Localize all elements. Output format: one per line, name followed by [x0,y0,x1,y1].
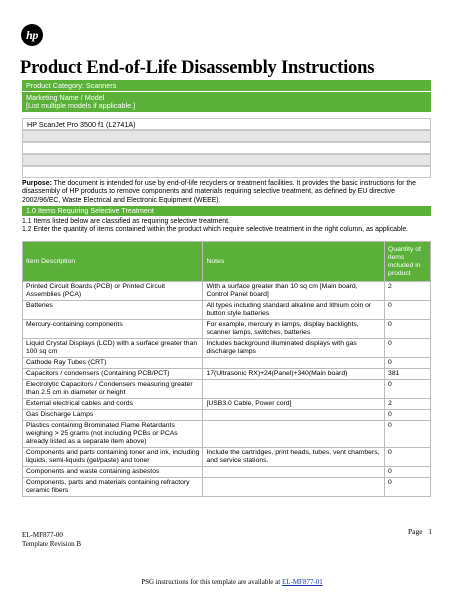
notes-cell [203,380,385,399]
table-row [23,358,431,369]
model-row-1: HP ScanJet Pro 3500 f1 (L2741A) [22,118,431,130]
notes-cell [203,410,385,421]
table-row [23,301,431,320]
item-description-cell: Mercury-containing components [23,320,203,339]
table-row [23,339,431,358]
notes-cell: 17(Ultrasonic RX)+24(Panel)+340(Main board) [203,369,385,380]
item-description-cell: Electrolytic Capacitors / Condensers measuring greater than 2.5 cm in diameter or height [23,380,203,399]
section-title: 1.0 Items Requiring Selective Treatment [22,206,431,216]
notes-cell [203,421,385,448]
items-note-1: 1.1 Items listed below are classified as requiring selective treatment. [22,218,230,225]
table-row [23,380,431,399]
page-title: Product End-of-Life Disassembly Instructions [20,58,375,78]
header-quantity: Quantity of items included in product [385,242,431,282]
item-description-cell: Plastics containing Brominated Flame Retardants weighing > 25 grams (not including PCBs or PCAs already listed as a separate item above) [23,421,203,448]
notes-cell [203,467,385,478]
selective-treatment-table [22,241,431,497]
quantity-cell: 0 [385,380,431,399]
table-row [23,421,431,448]
table-row [23,448,431,467]
header-notes: Notes [203,242,385,282]
purpose-paragraph [22,180,434,205]
marketing-name-label: Marketing Name / Model [26,93,105,102]
model-row-4 [22,154,431,166]
quantity-cell: 0 [385,421,431,448]
table-row [23,282,431,301]
psg-link[interactable]: EL-MF877-01 [281,578,323,586]
page-number: 1 [428,527,432,536]
header-item-description: Item Description [23,242,203,282]
psg-note [0,578,464,586]
item-description-cell: Gas Discharge Lamps [23,410,203,421]
table-row [23,399,431,410]
purpose-text: The document is intended for use by end-of-life recyclers or treatment facilities. It provides the basic instructions for the disassembly of HP products to remove components and materials requiring selective treatment, as defined by EU directive 2002/96/EC, Waste Electrical and Electronic Equipment (WEEE). [22,180,416,204]
item-description-cell: External electrical cables and cords [23,399,203,410]
notes-cell [203,478,385,497]
purpose-label: Purpose: [22,180,52,187]
model-row-2 [22,130,431,142]
item-description-cell: Components, parts and materials containing refractory ceramic fibers [23,478,203,497]
notes-cell: For example, mercury in lamps, display backlights, scanner lamps, switches, batteries [203,320,385,339]
product-category: Product Category: Scanners [22,80,431,91]
quantity-cell: 0 [385,478,431,497]
footer-doc-id: EL-MF877-00 [22,531,63,539]
item-description-cell: Components and parts containing toner and ink, including liquids, semi-liquids (gel/paste) and toner [23,448,203,467]
quantity-cell: 0 [385,358,431,369]
hp-logo: hp [21,24,43,46]
quantity-cell: 2 [385,282,431,301]
model-row-3 [22,142,431,154]
footer-template-revision: Template Revision B [22,540,82,548]
quantity-cell: 0 [385,301,431,320]
notes-cell: [USB3.0 Cable, Power cord] [203,399,385,410]
table-row [23,478,431,497]
table-row [23,467,431,478]
item-description-cell: Cathode Ray Tubes (CRT) [23,358,203,369]
quantity-cell: 0 [385,410,431,421]
quantity-cell: 0 [385,467,431,478]
footer [22,531,442,549]
psg-text: PSG instructions for this template are available at [141,578,282,586]
table-row [23,320,431,339]
marketing-name-header [22,92,431,112]
model-row-5 [22,166,431,178]
item-description-cell: Capacitors / condensers (Containing PCB/PCT) [23,369,203,380]
page-label: Page [408,527,423,536]
table-row [23,410,431,421]
notes-cell [203,358,385,369]
quantity-cell: 381 [385,369,431,380]
quantity-cell: 0 [385,339,431,358]
quantity-cell: 0 [385,448,431,467]
quantity-cell: 2 [385,399,431,410]
notes-cell: With a surface greater than 10 sq cm [Main board, Control Panel board] [203,282,385,301]
item-description-cell: Liquid Crystal Displays (LCD) with a surface greater than 100 sq cm [23,339,203,358]
items-notes [22,218,434,235]
item-description-cell: Batteries [23,301,203,320]
notes-cell: Include the cartridges, print heads, tubes, vent chambers, and service stations. [203,448,385,467]
marketing-name-hint: [List multiple models if applicable.] [26,101,136,110]
quantity-cell: 0 [385,320,431,339]
items-note-2: 1.2 Enter the quantity of items contained within the product which require selective treatment in the right column, as applicable. [22,226,409,234]
item-description-cell: Components and waste containing asbestos [23,467,203,478]
item-description-cell: Printed Circuit Boards (PCB) or Printed Circuit Assemblies (PCA) [23,282,203,301]
notes-cell: Includes background illuminated displays with gas discharge lamps [203,339,385,358]
table-row [23,369,431,380]
notes-cell: All types including standard alkaline and lithium coin or button style batteries [203,301,385,320]
